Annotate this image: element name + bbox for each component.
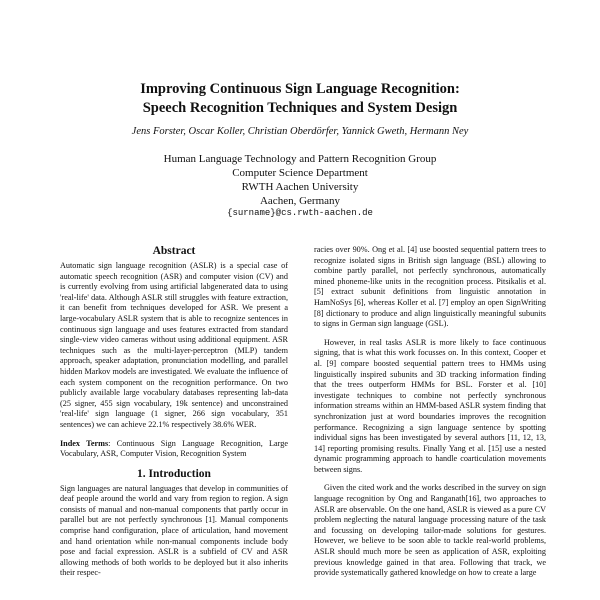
affiliation-department: Computer Science Department: [232, 167, 368, 179]
paper-title-line-1: Improving Continuous Sign Language Recognition:: [140, 81, 460, 97]
right-paragraph-2: However, in real tasks ASLR is more likely to face continuous signing, that is what this work focusses on. In this context, Cooper et al. [9] compare boosted sequential pattern trees to HMMs using linguistically inspired subunits and 3D tracking information finding that the trees outperform HMMs for BSL. Forster et al. [10] investigate techniques to combine not perfectly synchronous information streams within an HMM-based ASLR system finding that synchronization just at word boundaries improves the recognition performance. Recognizing a sign language sentence by spotting individual signs has been investigated by several authors [11, 12, 13, 14] reporting promising results. Finally Yang et al. [15] use a nested dynamic programming approach to handle coarticulation movements between signs.: [314, 337, 546, 474]
author-list: Jens Forster, Oscar Koller, Christian Oberdörfer, Yannick Gweth, Hermann Ney: [131, 126, 469, 137]
index-terms-label: Index Terms: [60, 438, 109, 448]
affiliation-university: RWTH Aachen University: [241, 181, 359, 193]
affiliation-location: Aachen, Germany: [259, 195, 341, 207]
paper-title-line-2: Speech Recognition Techniques and System Design: [142, 100, 458, 116]
index-terms-text: : Continuous Sign Language Recognition, Large Vocabulary, ASR, Computer Vision, Recognition System: [60, 438, 288, 459]
index-terms: [60, 439, 288, 460]
right-column: [314, 245, 546, 579]
introduction-heading: 1. Introduction: [137, 467, 211, 480]
author-email: {surname}@cs.rwth-aachen.de: [227, 208, 373, 218]
abstract-heading: Abstract: [152, 245, 196, 257]
right-paragraph-1: racies over 90%. Ong et al. [4] use boosted sequential pattern trees to recognize isolated signs in British sign language (BSL) allowing to combine partly parallel, not perfectly synchronous, automatically mined phoneme-like units in the recognition process. Pitsikalis et al. [5] extract subunit definitions from linguistic annotation in HamNoSys [6], whereas Koller et al. [7] employ an open SignWriting [8] dictionary to produce and align linguistically meaningful subunits to signs in German sign language (GSL).: [314, 245, 546, 329]
right-paragraph-3: Given the cited work and the works described in the survey on sign language recognition by Ong and Ranganath[16], two approaches to ASLR are observable. On the one hand, ASLR is viewed as a pure CV problem neglecting the natural language processing nature of the task and focussing on developing tailor-made solutions for gestures. However, we believe to be soon able to tackle real-world problems, ASLR should much more be seen as application of ASR, exploiting previous knowledge gained in that area. Following that track, we provide systematically gathered knowledge on how to create a large: [314, 483, 546, 578]
affiliation-group: Human Language Technology and Pattern Recognition Group: [163, 153, 437, 165]
abstract-text: Automatic sign language recognition (ASLR) is a special case of automatic speech recognition (ASR) and computer vision (CV) and is currently evolving from using artificial labgenerated data to using 'real-life' data. Although ASLR still struggles with feature extraction, it can benefit from techniques developed for ASR. We present a large-vocabulary ASLR system that is able to recognize sentences in continuous sign language and uses features extracted from standard single-view video cameras without using additional equipment. ASR techniques such as the multi-layer-perceptron (MLP) tandem approach, speaker adaptation, pronunciation modelling, and parallel hidden Markov models are investigated. We evaluate the influence of each system component on the recognition performance. On two publicly available large vocabulary databases representing lab-data (25 signer, 455 sign vocabulary, 19k sentence) and unconstrained 'real-life' sign language (1 signer, 266 sign vocabulary, 351 sentences) we can achieve 22.1% respectively 38.6% WER.: [60, 261, 288, 429]
left-column: [60, 245, 288, 579]
introduction-text: Sign languages are natural languages that develop in communities of deaf people around the world and vary from region to region. A sign consists of manual and non-manual components that partly occur in parallel but are not perfectly synchronous [1]. Manual components comprise hand configuration, place of articulation, hand movement and hand orientation while non-manual components include body pose and facial expression. ASLR is a subfield of CV and ASR allowing methods of both worlds to be deployed but it also inherits their respec-: [60, 483, 288, 578]
